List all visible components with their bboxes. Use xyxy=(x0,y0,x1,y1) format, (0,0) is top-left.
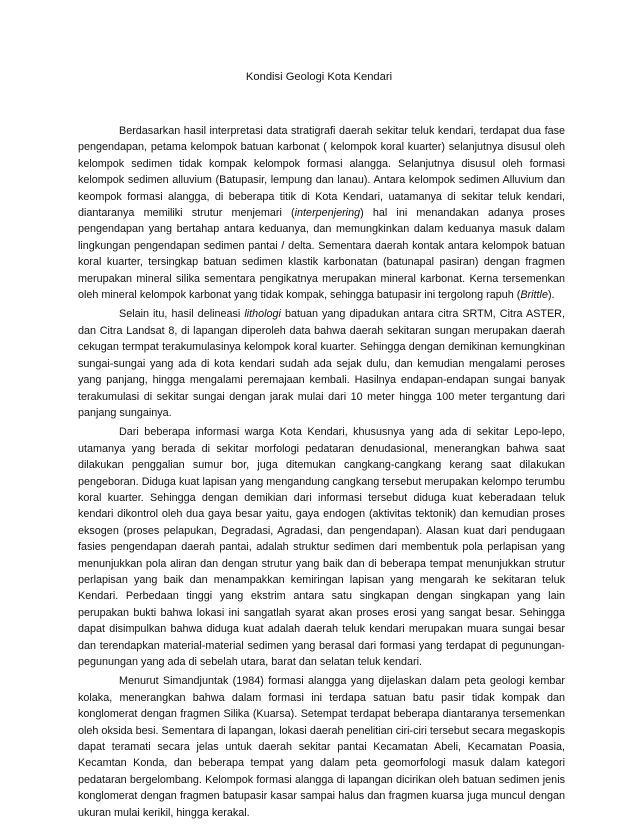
paragraph-2-italic-term: lithologi xyxy=(244,308,281,321)
paragraph-2 xyxy=(78,306,565,421)
paragraph-1-text-cont: ) hal ini menandakan adanya proses pengendapan yang bertahap antara keduanya, dan memungkinkan dalam keduanya masuk dalam lingkungan pengendapan sedimen pantai / delta. Sementara daerah kontak antara kelompok batuan koral kuarter, tersingkap batuan sedimen klastik karbonatan (batunapal pasiran) dengan fragmen merupakan mineral silika sementara pengikatnya merupakan mineral karbonat. Kerna tersemenkan oleh mineral kelompok karbonat yang tidak kompak, sehingga batupasir ini tergolong rapuh ( xyxy=(78,207,565,302)
paragraph-3 xyxy=(78,424,565,670)
paragraph-4 xyxy=(78,673,565,821)
paragraph-4-text: Menurut Simandjuntak (1984) formasi alangga yang dijelaskan dalam peta geologi kembar kolaka, menerangkan bahwa dalam formasi ini terdapa satuan batu pasir tidak kompak dan konglomerat dengan fragmen Silika (Kuarsa). Setempat terdapat beberapa diantaranya tersemenkan oleh oksida besi. Sementara di lapangan, lokasi daerah penelitian ciri-ciri tersebut secara megaskopis dapat teramati secara jelas untuk daerah sekitar pantai Kecamatan Abeli, Kecamatan Poasia, Kecamtan Konda, dan beberapa tempat yang dalam peta geomorfologi masuk dalam kategori pedataran bergelombang. Kelompok formasi alangga di lapangan dicirikan oleh batuan sedimen jenis konglomerat dengan fragmen batupasir kasar sampai halus dan fragmen kuarsa juga muncul dengan ukuran mulai kerikil, hingga kerakal. xyxy=(78,675,565,819)
paragraph-1-text-end: ). xyxy=(547,289,555,302)
paragraph-1-text: Berdasarkan hasil interpretasi data stratigrafi daerah sekitar teluk kendari, terdapat dua fase pengendapan, petama kelompok batuan karbonat ( kelompok koral kuarter) selanjutnya disusul oleh kelompok sedimen tidak kompak kelompok formasi alangga. Selanjutnya disusul oleh formasi kelompok sedimen alluvium (Batupasir, lempung dan lanau). Antara kelompok sedimen Alluvium dan keompok formasi alangga, di beberapa titik di Kota Kendari, uatamanya di sekitar teluk kendari, diantaranya memiliki strutur menjemari ( xyxy=(78,125,565,220)
paragraph-3-text: Dari beberapa informasi warga Kota Kendari, khususnya yang ada di sekitar Lepo-lepo, utamanya yang berada di sekitar morfologi pedataran denudasional, menerangkan bahwa saat dilakukan penggalian sumur bor, juga ditemukan cangkang-cangkang kerang saat dilakukan pengeboran. Diduga kuat lapisan yang mengandung cangkang tersebut merupakan kelompo terumbu koral kuarter. Sehingga dengan demikian dari informasi tersebut diduga kuat keberadaan teluk kendari dikontrol oleh dua gaya besar yaitu, gaya endogen (aktivitas tektonik) dan kemudian proses eksogen (proses pelapukan, Degradasi, Agradasi, dan pengendapan). Alasan kuat dari pendugaan fasies pengendapan daerah pantai, adalah struktur sedimen dari membentuk pola perlapisan yang menunjukkan pola aliran dan dengan strutur yang baik dan di beberapa tempat menunjukkan strutur perlapisan yang baik dan menampakkan kemiringan lapisan yang mengarah ke sekitaran teluk Kendari. Perbedaan tinggi yang ekstrim antara satu singkapan dengan singkapan yang lain perupakan bukti bahwa lokasi ini sangatlah syarat akan proses erosi yang sangat besar. Sehingga dapat disimpulkan bahwa diduga kuat adalah daerah teluk kendari merupakan muara sungai besar dan terendapkan material-material sedimen yang berasal dari formasi yang terdapat di pegunungan-pegunungan yang ada di sebelah utara, barat dan selatan teluk kendari. xyxy=(78,426,565,668)
document-title: Kondisi Geologi Kota Kendari xyxy=(245,71,393,83)
paragraph-1-italic-term: interpenjering xyxy=(294,207,361,220)
paragraph-2-text-cont: batuan yang dipadukan antara citra SRTM, Citra ASTER, dan Citra Landsat 8, di lapangan diperoleh data bahwa daerah sekitaran sungan merupakan daerah cekugan termpat terakumulasinya kelompok koral kuarter. Sehingga dengan demikinan kemungkinan sungai-sungai yang ada di kota kendari sudah ada sejak dulu, dan kemudian mengalami peroses yang panjang, hingga mengalami peremajaan kembali. Hasilnya endapan-endapan sungai banyak terakumulasi di sekitar sungai dengan jarak mulai dari 10 meter hingga 100 meter tergantung dari panjang sungainya. xyxy=(78,308,565,419)
paragraph-1 xyxy=(78,123,565,303)
paragraph-2-text: Selain itu, hasil delineasi xyxy=(119,308,245,321)
document-body xyxy=(78,123,565,824)
paragraph-1-italic-term-2: Brittle xyxy=(520,289,548,302)
